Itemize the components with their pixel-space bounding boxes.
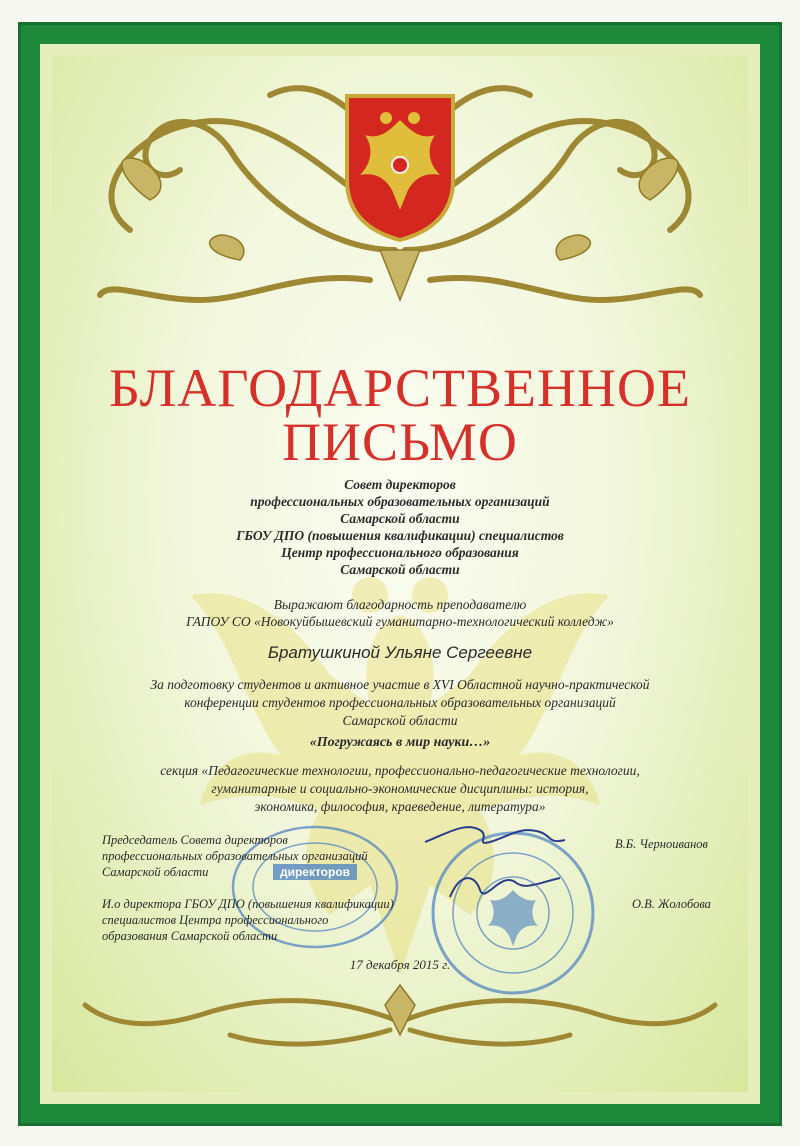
signatory-2-name: О.В. Жолобова xyxy=(632,897,711,911)
conference-title: «Погружаясь в мир науки…» xyxy=(309,735,491,750)
gratitude-line: ГАПОУ СО «Новокуйбышевский гуманитарно-технологический колледж» xyxy=(186,614,614,629)
recipient-name: Братушкиной Ульяне Сергеевне xyxy=(267,643,533,662)
title-line-1: БЛАГОДАРСТВЕННОЕ xyxy=(109,358,691,418)
bottom-ornament xyxy=(0,975,800,1065)
signatory-1-name: В.Б. Черноиванов xyxy=(615,837,708,851)
stamp-word: директоров xyxy=(279,865,351,879)
gratitude-line: Выражают благодарность преподавателю xyxy=(273,597,527,612)
issuer-line: Самарской области xyxy=(340,562,460,577)
issuer-line: Совет директоров xyxy=(344,477,456,492)
section-line: секция «Педагогические технологии, профессионально-педагогические технологии, xyxy=(160,763,640,778)
signatory-2-role: И.о директора ГБОУ ДПО (повышения квалификации) специалистов Центра профессионального образования Самарской области xyxy=(102,897,394,943)
reason-line: За подготовку студентов и активное участие в XVI Областной научно-практической xyxy=(150,677,650,692)
issuer-line: ГБОУ ДПО (повышения квалификации) специалистов xyxy=(236,528,564,543)
issuer-line: Центр профессионального образования xyxy=(281,545,519,560)
handwritten-signature-icon xyxy=(420,812,570,922)
issue-date: 17 декабря 2015 г. xyxy=(349,957,451,972)
issuer-line: Самарской области xyxy=(340,511,460,526)
reason-line: Самарской области xyxy=(342,713,458,728)
section-line: экономика, философия, краеведение, литература» xyxy=(254,799,546,814)
top-ornament xyxy=(0,0,800,340)
reason-line: конференции студентов профессиональных образовательных организаций xyxy=(184,695,616,710)
signatory-1-role: Председатель Совета директоров профессиональных образовательных организаций Самарской области xyxy=(102,833,368,879)
section-line: гуманитарные и социально-экономические дисциплины: история, xyxy=(211,781,589,796)
issuer-line: профессиональных образовательных организаций xyxy=(250,494,550,509)
title-line-2: ПИСЬМО xyxy=(282,412,518,472)
